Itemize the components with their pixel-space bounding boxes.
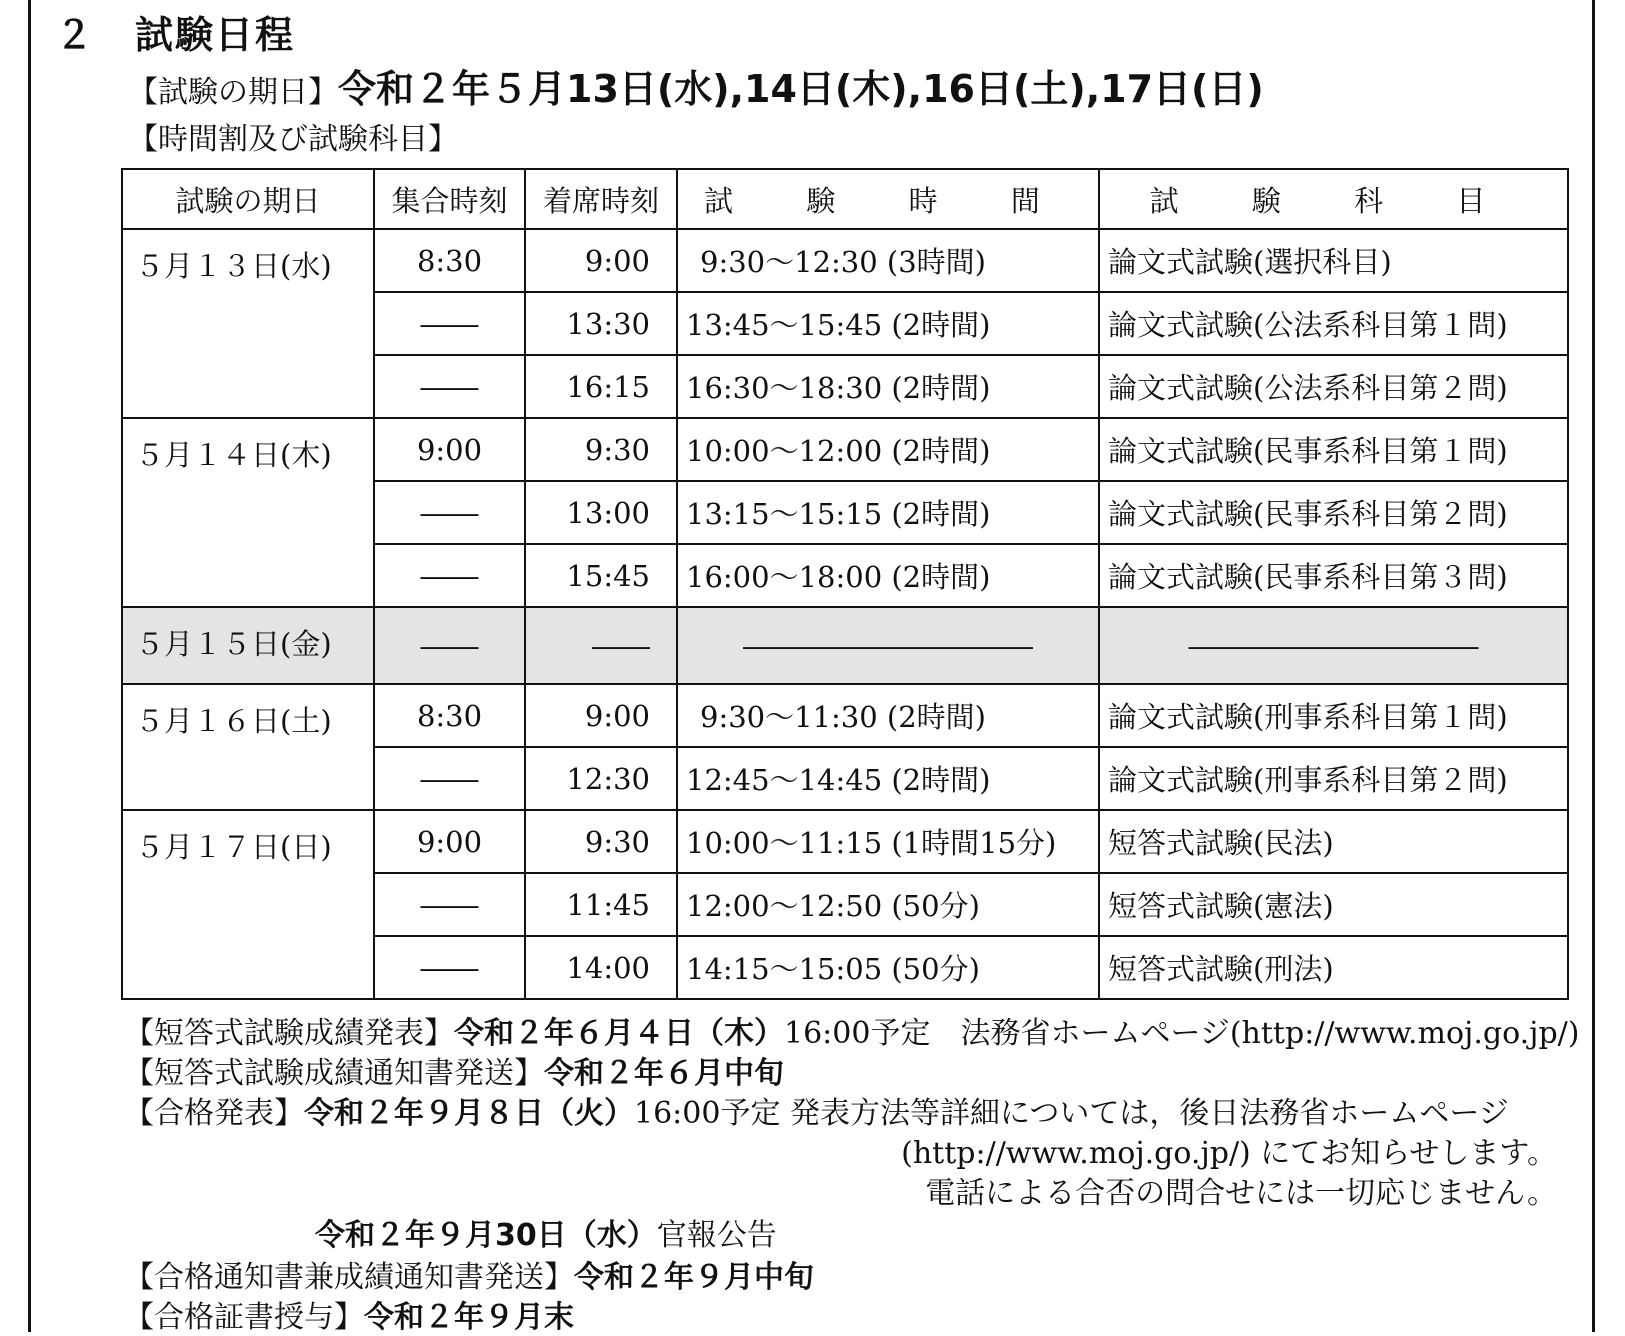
certificate-label: 【合格証書授与】 [124, 1300, 364, 1335]
cell-seated-time: 14:00 [525, 936, 677, 999]
pass-line-3: 電話による合否の問合せには一切応じません。 [925, 1176, 1557, 1211]
cell-subject: 論文式試験(公法系科目第２問) [1099, 355, 1568, 418]
cell-subject: ―――――――――― [1099, 607, 1568, 684]
section-heading [55, 4, 295, 59]
schedule-body [122, 229, 1568, 999]
cell-exam-time: 16:30～18:30 (2時間) [677, 355, 1099, 418]
cell-exam-time: 13:15～15:15 (2時間) [677, 481, 1099, 544]
cell-seated-time: 9:30 [525, 810, 677, 873]
cell-assembly-time: ―― [374, 747, 525, 810]
certificate-line [124, 1292, 574, 1336]
cell-seated-time: ―― [525, 607, 677, 684]
cell-date: ５月１４日(木) [122, 418, 374, 607]
exam-dates-label: 【試験の期日】 [128, 75, 338, 110]
pass-line-2: (http://www.moj.go.jp/) にてお知らせします。 [901, 1136, 1557, 1171]
short-results-date: 令和２年６月４日（木） [454, 1016, 784, 1051]
cell-subject: 論文式試験(刑事系科目第２問) [1099, 747, 1568, 810]
short-notice-date: 令和２年６月中旬 [544, 1056, 784, 1091]
short-results-label: 【短答式試験成績発表】 [124, 1016, 454, 1051]
section-title: 試験日程 [135, 13, 296, 57]
cell-exam-time: 12:45～14:45 (2時間) [677, 747, 1099, 810]
cell-seated-time: 9:30 [525, 418, 677, 481]
table-row [122, 418, 1568, 481]
cell-assembly-time: ―― [374, 607, 525, 684]
cell-assembly-time: 9:00 [374, 810, 525, 873]
pass-line [124, 1088, 1509, 1132]
pass-label: 【合格発表】 [124, 1096, 304, 1131]
pass-notice-date: 令和２年９月中旬 [574, 1260, 814, 1295]
cell-seated-time: 13:30 [525, 292, 677, 355]
frame-left-border [28, 0, 31, 1332]
cell-assembly-time: ―― [374, 936, 525, 999]
cell-date: ５月１７日(日) [122, 810, 374, 999]
header-seated: 着席時刻 [525, 169, 677, 229]
cell-subject: 論文式試験(公法系科目第１問) [1099, 292, 1568, 355]
cell-assembly-time: ―― [374, 873, 525, 936]
cell-exam-time: 16:00～18:00 (2時間) [677, 544, 1099, 607]
cell-exam-time: 9:30～12:30 (3時間) [677, 229, 1099, 292]
cell-subject: 論文式試験(選択科目) [1099, 229, 1568, 292]
cell-exam-time: 10:00～11:15 (1時間15分) [677, 810, 1099, 873]
cell-exam-time: 9:30～11:30 (2時間) [677, 684, 1099, 747]
cell-subject: 論文式試験(民事系科目第２問) [1099, 481, 1568, 544]
table-row [122, 229, 1568, 292]
header-assembly: 集合時刻 [374, 169, 525, 229]
section-number: ２ [55, 13, 96, 57]
cell-subject: 短答式試験(刑法) [1099, 936, 1568, 999]
cell-seated-time: 11:45 [525, 873, 677, 936]
cell-date: ５月１６日(土) [122, 684, 374, 810]
short-notice-label: 【短答式試験成績通知書発送】 [124, 1056, 544, 1091]
cell-subject: 短答式試験(民法) [1099, 810, 1568, 873]
header-subject: 試 験 科 目 [1099, 169, 1568, 229]
cell-seated-time: 13:00 [525, 481, 677, 544]
cell-subject: 論文式試験(刑事系科目第１問) [1099, 684, 1568, 747]
table-row [122, 684, 1568, 747]
gazette-date: 令和２年９月30日（水） [315, 1218, 657, 1253]
pass-date: 令和２年９月８日（火） [304, 1096, 634, 1131]
header-time: 試 験 時 間 [677, 169, 1099, 229]
frame-right-border [1592, 0, 1595, 1332]
table-row [122, 607, 1568, 684]
cell-assembly-time: 9:00 [374, 418, 525, 481]
cell-exam-time: 12:00～12:50 (50分) [677, 873, 1099, 936]
cell-subject: 短答式試験(憲法) [1099, 873, 1568, 936]
pass-detail: 16:00予定 発表方法等詳細については，後日法務省ホームページ [634, 1096, 1509, 1131]
cell-seated-time: 9:00 [525, 229, 677, 292]
cell-assembly-time: ―― [374, 481, 525, 544]
cell-exam-time: 10:00～12:00 (2時間) [677, 418, 1099, 481]
certificate-date: 令和２年９月末 [364, 1300, 574, 1335]
gazette-text: 官報公告 [656, 1218, 777, 1253]
short-results-line [124, 1008, 1579, 1052]
cell-date: ５月１５日(金) [122, 607, 374, 684]
schedule-label: 【時間割及び試験科目】 [128, 122, 458, 157]
short-notice-line [124, 1048, 784, 1092]
schedule-table [121, 168, 1569, 1000]
cell-assembly-time: 8:30 [374, 229, 525, 292]
cell-seated-time: 12:30 [525, 747, 677, 810]
cell-subject: 論文式試験(民事系科目第１問) [1099, 418, 1568, 481]
cell-subject: 論文式試験(民事系科目第３問) [1099, 544, 1568, 607]
exam-dates-line [128, 58, 1264, 113]
exam-dates-value: 令和２年５月13日(水),14日(木),16日(土),17日(日) [338, 67, 1264, 111]
table-header-row [122, 169, 1568, 229]
table-row [122, 810, 1568, 873]
cell-seated-time: 16:15 [525, 355, 677, 418]
pass-notice-line [124, 1252, 814, 1296]
gazette-line [315, 1210, 777, 1254]
cell-exam-time: ―――――――――― [677, 607, 1099, 684]
header-date: 試験の期日 [122, 169, 374, 229]
cell-assembly-time: 8:30 [374, 684, 525, 747]
short-results-detail: 16:00予定 法務省ホームページ(http://www.moj.go.jp/) [784, 1016, 1580, 1051]
cell-seated-time: 9:00 [525, 684, 677, 747]
cell-seated-time: 15:45 [525, 544, 677, 607]
pass-notice-label: 【合格通知書兼成績通知書発送】 [124, 1260, 574, 1295]
cell-assembly-time: ―― [374, 292, 525, 355]
cell-date: ５月１３日(水) [122, 229, 374, 418]
cell-exam-time: 13:45～15:45 (2時間) [677, 292, 1099, 355]
cell-assembly-time: ―― [374, 355, 525, 418]
cell-assembly-time: ―― [374, 544, 525, 607]
cell-exam-time: 14:15～15:05 (50分) [677, 936, 1099, 999]
